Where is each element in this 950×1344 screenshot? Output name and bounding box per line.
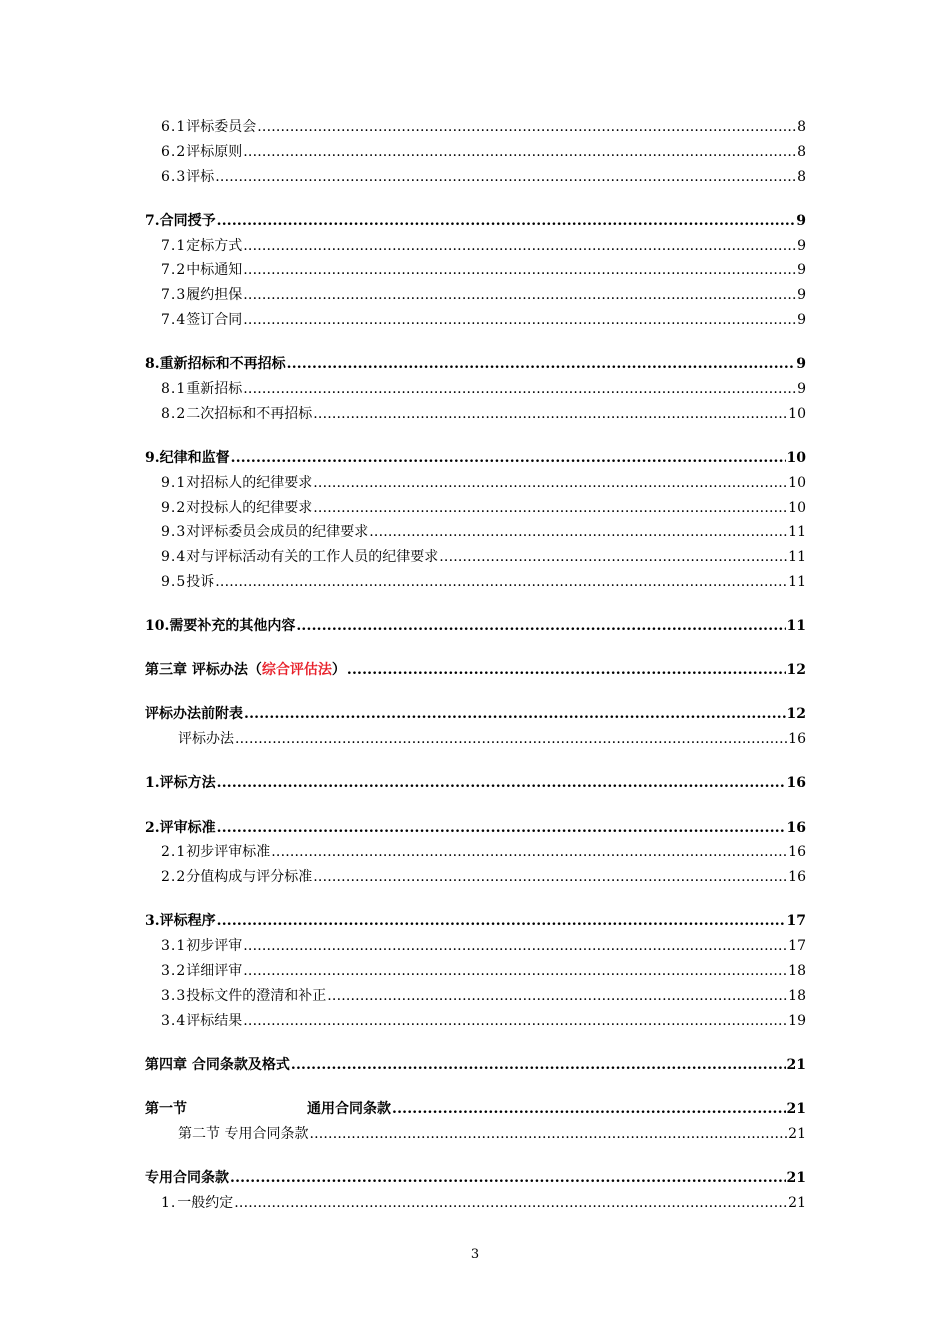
toc-entry[interactable] [145,496,806,521]
toc-entry-page: 21 [788,1194,806,1211]
toc-entry-page: 10 [788,405,806,422]
toc-entry-page: 11 [786,618,806,635]
toc-leader-dots [392,1097,786,1122]
toc-entry-page: 18 [788,963,806,980]
toc-entry-page: 11 [788,549,806,566]
toc-entry-title [186,840,270,865]
toc-entry[interactable] [145,115,806,140]
toc-entry-title [186,1009,242,1034]
toc-entry-title-text: 投诉 [186,573,215,590]
toc-entry-page: 12 [786,662,806,679]
toc-entry-title-text: 需要补充的其他内容 [169,618,296,635]
toc-entry-title-text: 评标结果 [186,1012,243,1029]
toc-entry-title [186,258,242,283]
toc-entry-page: 9 [796,212,806,229]
toc-entry[interactable] [145,816,806,841]
toc-leader-dots [287,352,796,377]
toc-entry-number: 6.2 [161,143,187,160]
toc-leader-dots [439,545,787,570]
toc-entry-title [186,545,438,570]
toc-leader-dots [217,816,786,841]
toc-leader-dots [217,209,796,234]
toc-entry-number: 2.2 [161,869,187,886]
toc-entry-title-highlight: 综合评估法 [261,662,332,679]
toc-leader-dots [243,959,787,984]
toc-entry-title-text: 第一节 [145,1101,187,1117]
toc-entry-number: 3.2 [161,963,187,980]
toc-entry-title [186,570,214,595]
toc-entry-page: 8 [797,143,806,160]
toc-entry-number: 9.3 [161,524,187,541]
toc-entry[interactable] [145,165,806,190]
toc-entry-title-text: 履约担保 [186,287,243,304]
toc-entry-number: 10. [145,618,170,635]
toc-entry-title [160,816,216,841]
toc-entry-page: 12 [786,706,806,723]
toc-entry-number: 2. [145,819,160,836]
toc-entry-page: 17 [786,913,806,930]
toc-leader-dots [369,520,787,545]
toc-entry-page: 16 [786,819,806,836]
toc-entry-title-text: 评标原则 [186,143,243,160]
toc-entry[interactable] [145,471,806,496]
toc-entry-title-text: 对评标委员会成员的纪律要求 [186,524,369,541]
toc-entry-title [186,308,242,333]
toc-entry-page: 9 [797,262,806,279]
toc-entry-number: 3.4 [161,1012,187,1029]
toc-entry-number: 1. [161,1194,177,1211]
toc-leader-dots [257,115,796,140]
toc-entry[interactable] [145,308,806,333]
toc-entry-title-text: 纪律和监督 [159,449,230,466]
toc-entry[interactable] [145,865,806,890]
toc-entry-page: 9 [797,380,806,397]
toc-entry-title [186,934,242,959]
toc-leader-dots [313,402,787,427]
toc-leader-dots [231,446,786,471]
toc-entry-number: 7.1 [161,237,187,254]
toc-entry[interactable] [145,446,806,471]
toc-entry[interactable] [145,352,806,377]
toc-entry-title [186,234,242,259]
toc-leader-dots [217,771,786,796]
toc-entry-number: 9. [145,449,160,466]
toc-entry-title [145,658,346,683]
toc-entry-title [160,352,286,377]
toc-leader-dots [217,909,786,934]
toc-entry[interactable] [145,1122,806,1147]
toc-entry-title [186,165,214,190]
toc-leader-dots [215,165,796,190]
toc-entry[interactable] [145,1166,806,1191]
toc-entry-title-text: 定标方式 [186,237,243,254]
toc-entry-title-text: 签订合同 [186,311,243,328]
toc-entry-title-text: 中标通知 [186,262,243,279]
toc-leader-dots [313,471,787,496]
toc-entry-number: 9.5 [161,573,187,590]
toc-leader-dots [243,258,796,283]
toc-leader-dots [243,377,796,402]
toc-entry-page: 11 [788,524,806,541]
toc-entry-page: 18 [788,987,806,1004]
toc-entry-title-text: 评标方法 [159,775,216,792]
toc-entry-page: 21 [786,1169,806,1186]
toc-entry[interactable] [145,658,806,683]
toc-entry[interactable] [145,984,806,1009]
toc-entry-page: 9 [797,237,806,254]
table-of-contents [145,115,806,1216]
toc-entry[interactable] [145,959,806,984]
toc-entry-title [186,496,312,521]
toc-entry-number: 3.1 [161,938,187,955]
toc-leader-dots [243,308,796,333]
toc-entry-title-text: 重新招标和不再招标 [159,356,286,373]
toc-leader-dots [347,658,786,683]
toc-entry-title [160,209,216,234]
toc-entry-number: 6.1 [161,119,187,135]
toc-leader-dots [271,840,787,865]
toc-entry-page: 11 [788,573,806,590]
toc-entry-number: 1. [145,775,160,792]
toc-entry[interactable] [145,1097,806,1122]
toc-entry-title-text: 合同授予 [159,212,216,229]
toc-entry-title-text: 详细评审 [186,963,243,980]
toc-entry-title [186,984,326,1009]
toc-entry[interactable] [145,727,806,752]
toc-entry[interactable] [145,234,806,259]
toc-leader-dots [243,934,787,959]
toc-entry-page: 9 [796,356,806,373]
toc-leader-dots [313,496,787,521]
toc-entry-title [186,377,242,402]
toc-entry-number: 7.3 [161,287,187,304]
toc-entry[interactable] [145,377,806,402]
toc-entry-number: 2.1 [161,844,187,861]
toc-entry-page: 16 [788,869,806,886]
toc-entry-number: 7.2 [161,262,187,279]
toc-entry-number: 7.4 [161,311,187,328]
toc-leader-dots [230,1166,786,1191]
toc-entry-title-text: 评标 [186,168,215,185]
toc-entry-title-text: ） [331,662,346,679]
toc-entry-number: 9.2 [161,499,187,516]
toc-entry-title-text: 初步评审标准 [186,844,271,861]
toc-entry-title [160,909,216,934]
toc-entry-title [169,614,295,639]
toc-entry-title-text: 评标程序 [159,913,216,930]
toc-entry-page: 10 [786,449,806,466]
toc-entry[interactable] [145,614,806,639]
toc-entry-title [186,115,256,140]
toc-entry-page: 10 [788,499,806,516]
toc-leader-dots [327,984,787,1009]
toc-entry-number: 7. [145,212,160,229]
toc-entry-title [186,959,242,984]
toc-entry[interactable] [145,520,806,545]
toc-entry-title-text: 分值构成与评分标准 [186,869,313,886]
toc-entry-title [178,1122,308,1147]
toc-entry[interactable] [145,934,806,959]
toc-leader-dots [309,1122,787,1147]
toc-entry-number: 3.3 [161,987,187,1004]
toc-entry-title-text: 评标委员会 [186,119,257,135]
toc-entry-title [177,1191,233,1216]
toc-entry[interactable] [145,209,806,234]
toc-entry-title [186,402,312,427]
toc-leader-dots [243,283,796,308]
toc-entry-page: 21 [788,1125,806,1142]
toc-entry-title-text: 第三章 评标办法（ [145,662,262,679]
toc-entry-title-text: 第四章 合同条款及格式 [145,1056,290,1073]
toc-entry-title [186,865,312,890]
toc-entry-page: 16 [786,775,806,792]
toc-leader-dots [234,1191,787,1216]
toc-entry-title-text: 二次招标和不再招标 [186,405,313,422]
toc-leader-dots [215,570,787,595]
toc-entry-number: 3. [145,913,160,930]
toc-entry[interactable] [145,570,806,595]
toc-entry[interactable] [145,258,806,283]
toc-entry-page: 16 [788,844,806,861]
toc-entry-page: 16 [788,731,806,748]
toc-entry-page: 8 [797,168,806,185]
toc-leader-dots [291,1053,786,1078]
toc-entry-page: 21 [786,1056,806,1073]
toc-entry[interactable] [145,840,806,865]
toc-entry[interactable] [145,702,806,727]
toc-entry-number: 9.1 [161,474,187,491]
toc-entry-number: 8.1 [161,380,187,397]
toc-entry[interactable] [145,1009,806,1034]
toc-entry-title-text: 对招标人的纪律要求 [186,474,313,491]
toc-entry-title [178,727,234,752]
toc-entry-title-text: 重新招标 [186,380,243,397]
toc-entry[interactable] [145,545,806,570]
toc-leader-dots [313,865,787,890]
toc-entry-title [160,771,216,796]
toc-entry-title-text: 一般约定 [177,1194,234,1211]
toc-entry-title-text: 通用合同条款 [307,1101,391,1117]
toc-entry[interactable] [145,283,806,308]
toc-entry-title [145,1053,290,1078]
toc-entry-title [160,446,230,471]
toc-entry-title-text: 专用合同条款 [145,1169,229,1186]
toc-entry-title [186,283,242,308]
toc-entry[interactable] [145,402,806,427]
toc-entry-number: 8.2 [161,405,187,422]
toc-entry-page: 17 [788,938,806,955]
toc-entry-page: 21 [786,1101,806,1117]
toc-entry-page: 9 [797,311,806,328]
toc-entry-page: 19 [788,1012,806,1029]
toc-entry-title-text: 评标办法前附表 [145,706,243,723]
toc-entry-title-text: 评标办法 [178,731,234,748]
toc-entry-title-text: 对投标人的纪律要求 [186,499,313,516]
toc-entry[interactable] [145,140,806,165]
toc-leader-dots [296,614,785,639]
toc-entry[interactable] [145,771,806,796]
toc-entry-number: 6.3 [161,168,187,185]
toc-entry-page: 8 [797,119,806,135]
toc-entry-title-text: 对与评标活动有关的工作人员的纪律要求 [186,549,439,566]
toc-entry-title-text: 投标文件的澄清和补正 [186,987,327,1004]
toc-entry-number: 9.4 [161,549,187,566]
toc-entry-title [145,702,243,727]
toc-leader-dots [243,1009,787,1034]
toc-entry[interactable] [145,909,806,934]
toc-entry-title [186,140,242,165]
toc-entry-title-text: 第二节 专用合同条款 [178,1125,309,1142]
toc-leader-dots [243,140,796,165]
toc-leader-dots [243,234,796,259]
toc-entry[interactable] [145,1191,806,1216]
toc-leader-dots [244,702,786,727]
toc-entry-title [186,520,368,545]
toc-entry-number: 8. [145,356,160,373]
toc-entry-title-text: 初步评审 [186,938,243,955]
toc-entry-title [186,471,312,496]
toc-leader-dots [235,727,787,752]
toc-entry-title-text: 评审标准 [159,819,216,836]
page-number: 3 [470,1247,480,1262]
toc-entry-page: 10 [788,474,806,491]
toc-entry[interactable] [145,1053,806,1078]
toc-entry-page: 9 [797,287,806,304]
toc-entry-title [145,1097,391,1122]
toc-entry-title [145,1166,229,1191]
